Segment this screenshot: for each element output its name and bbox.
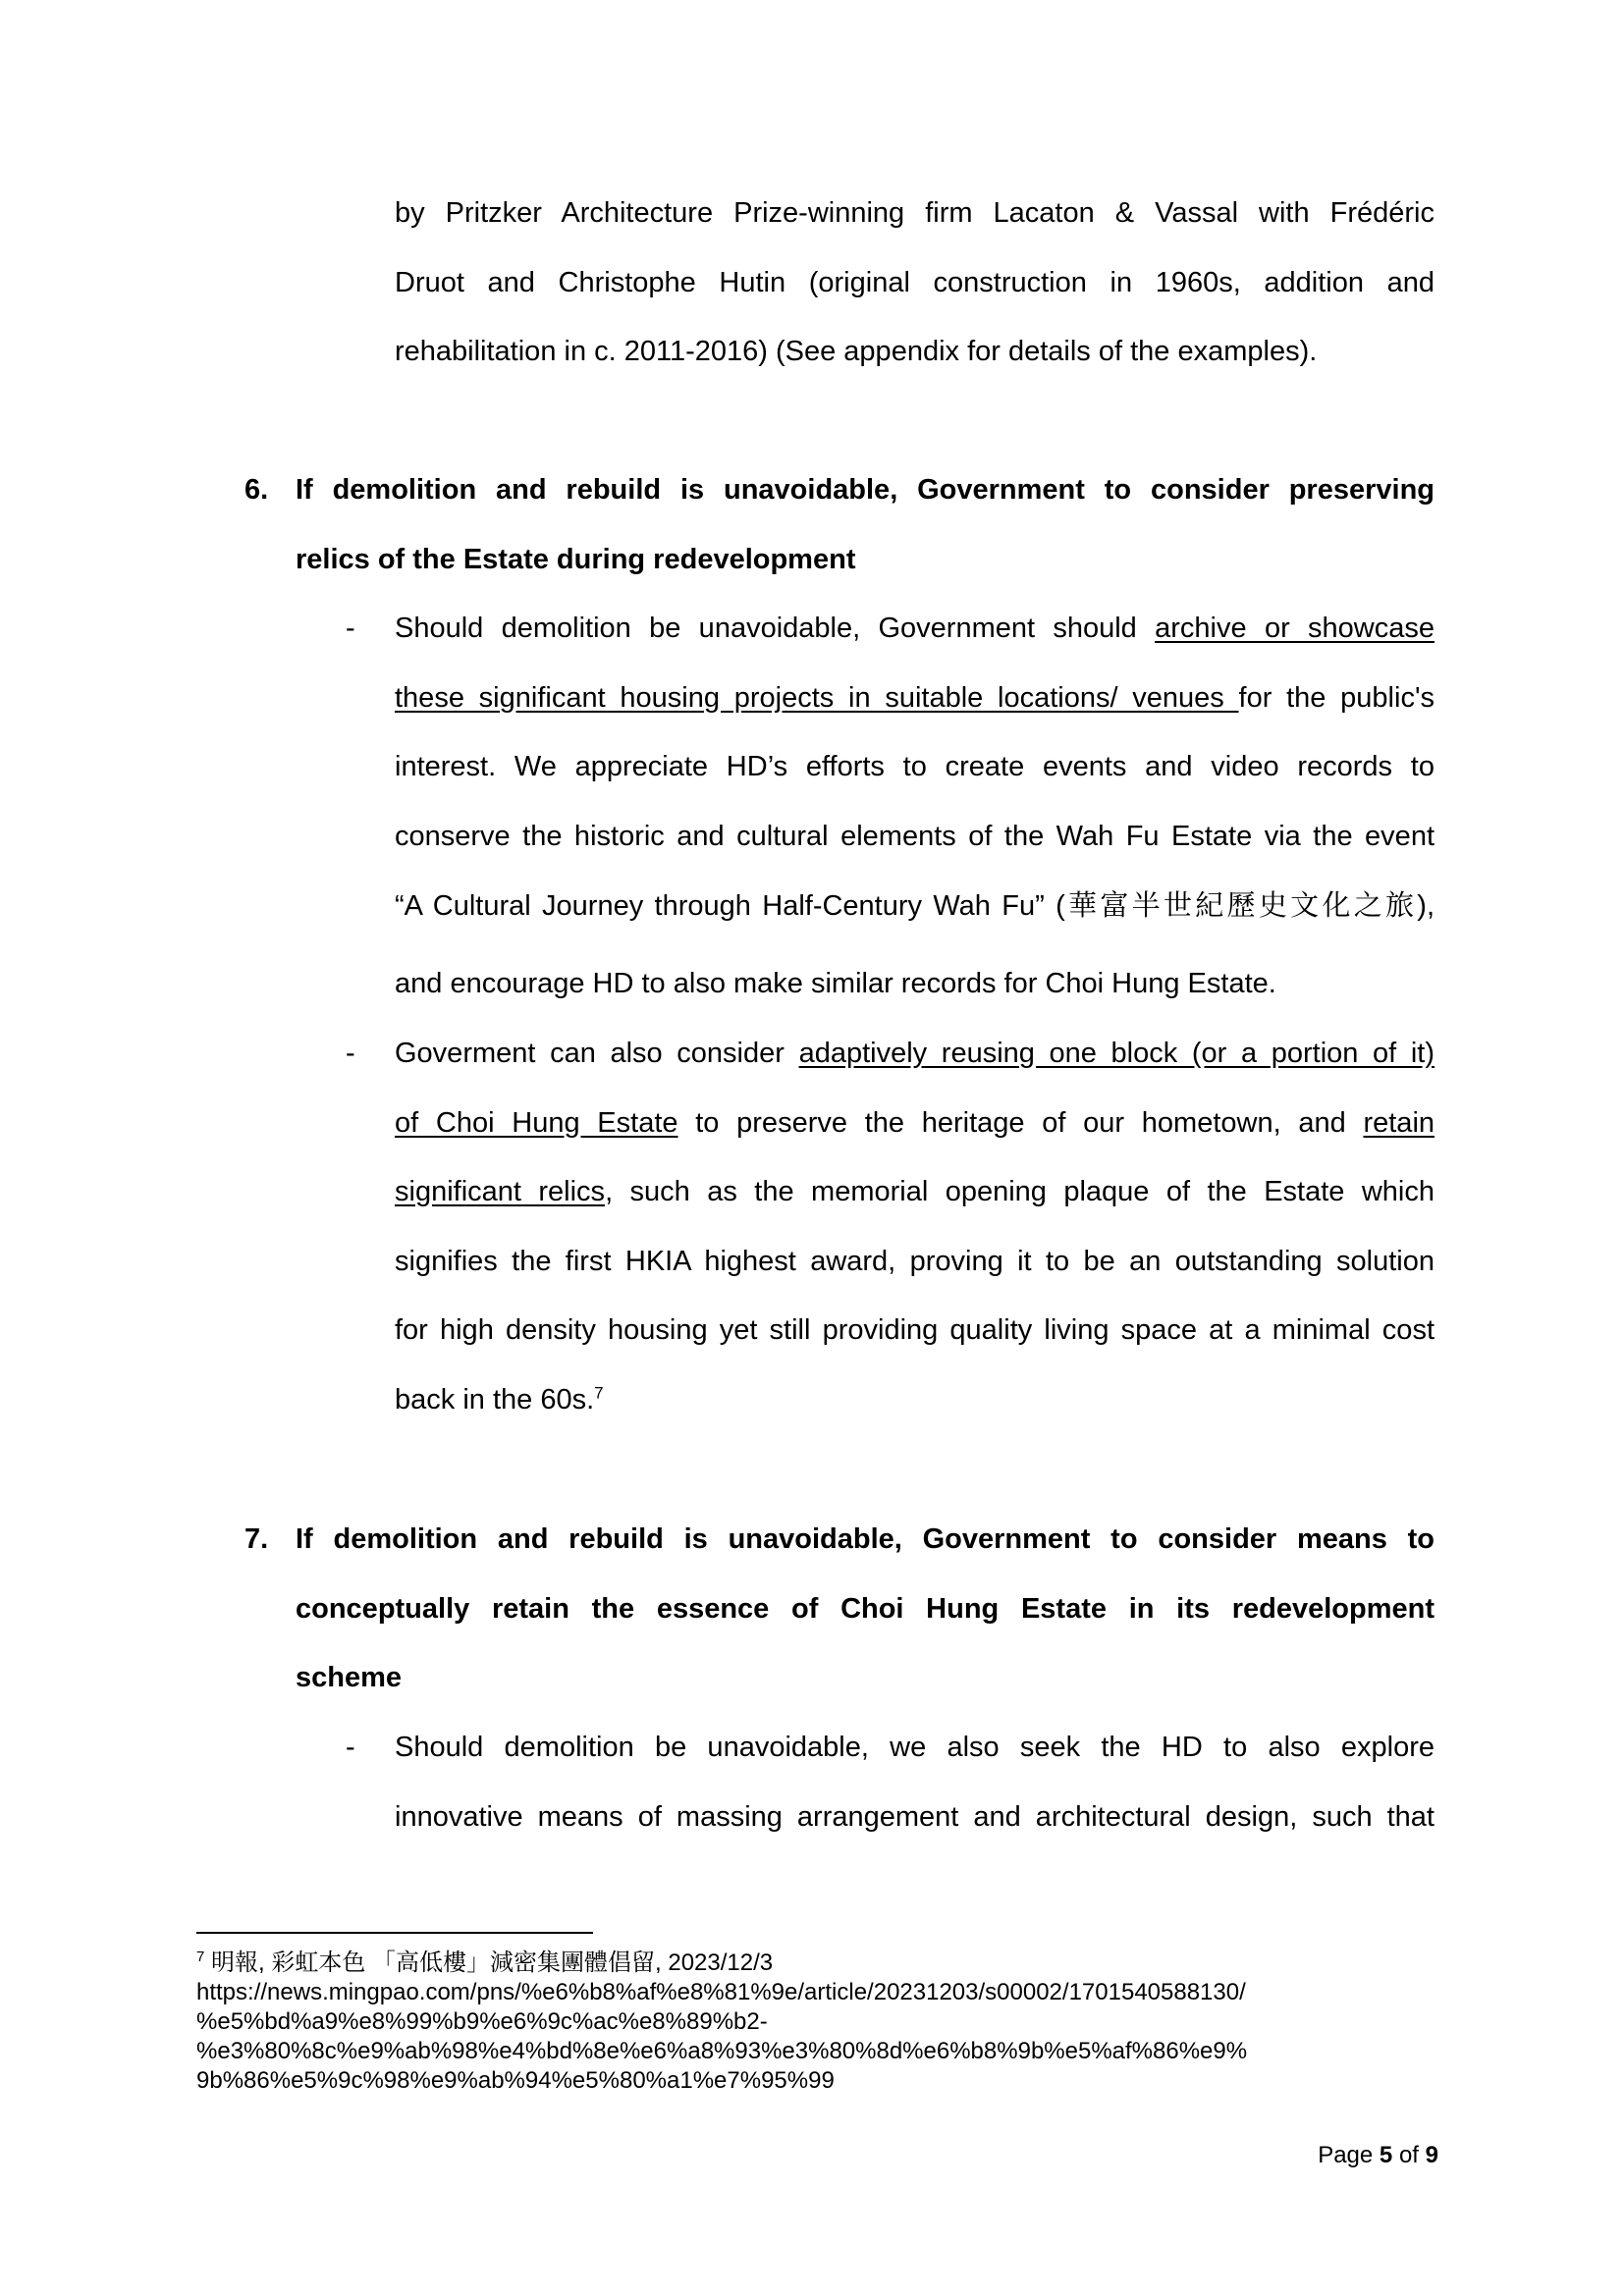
section-6-number: 6.: [244, 474, 269, 506]
adaptive-reuse-underline: adaptively reusing one block (or a portion of it): [798, 1038, 1435, 1069]
footnote-url-line-4[interactable]: 9b%86%e5%9c%98%e9%ab%94%e5%80%a1%e7%95%99: [196, 2067, 835, 2094]
footnote-url-line-2[interactable]: %e5%bd%a9%e8%99%b9%e6%9c%ac%e8%89%b2-: [196, 2008, 768, 2035]
section-6-bullet-1-line-2: these significant housing projects in suitable locations/ venues for the public's: [395, 682, 1435, 714]
page-current: 5: [1379, 2142, 1393, 2168]
intro-line-2: Druot and Christophe Hutin (original construction in 1960s, addition and: [395, 267, 1435, 298]
section-6-bullet-1-line-3: interest. We appreciate HD’s efforts to create events and video records to: [395, 751, 1435, 782]
section-6-bullet-1-line-4: conserve the historic and cultural elements of the Wah Fu Estate via the event: [395, 821, 1435, 852]
section-7-bullet-1-line-1: Should demolition be unavoidable, we also seek the HD to also explore: [395, 1732, 1435, 1763]
section-6-bullet-1-line-1: Should demolition be unavoidable, Government should archive or showcase: [395, 613, 1435, 644]
significant-relics-underline: significant relics: [395, 1176, 606, 1207]
section-6-bullet-2-line-3: significant relics, such as the memorial opening plaque of the Estate which: [395, 1176, 1435, 1207]
section-6-bullet-2-marker: -: [346, 1038, 355, 1069]
section-6-bullet-2-line-6: back in the 60s.$^7$: [395, 1383, 604, 1415]
footnote-reference: 7: [594, 1383, 604, 1403]
section-6-heading-line-1: If demolition and rebuild is unavoidable, Government to consider preserving: [296, 474, 1435, 506]
section-6-bullet-1-marker: -: [346, 613, 355, 644]
section-6-bullet-2-line-2: of Choi Hung Estate to preserve the heritage of our hometown, and retain: [395, 1107, 1435, 1139]
section-6-heading-line-2: relics of the Estate during redevelopment: [296, 544, 856, 575]
footnote-url-line-3[interactable]: %e3%80%8c%e9%ab%98%e4%bd%8e%e6%a8%93%e3%80%8d%e6%b8%9b%e5%af%86%e9%: [196, 2038, 1248, 2064]
archive-showcase-underline: archive or showcase: [1155, 613, 1435, 644]
section-7-bullet-1-line-2: innovative means of massing arrangement and architectural design, such that: [395, 1801, 1435, 1833]
section-6-bullet-1-line-6: and encourage HD to also make similar records for Choi Hung Estate.: [395, 968, 1276, 999]
page-total: 9: [1425, 2142, 1438, 2168]
section-7-heading-line-1: If demolition and rebuild is unavoidable, Government to consider means to: [296, 1523, 1435, 1555]
section-7-heading-line-3: scheme: [296, 1662, 403, 1693]
section-6-bullet-2-line-4: signifies the first HKIA highest award, proving it to be an outstanding solution: [395, 1246, 1435, 1277]
footnote-separator: [196, 1932, 593, 1934]
retain-underline: retain: [1363, 1107, 1435, 1139]
section-7-bullet-1-marker: -: [346, 1732, 355, 1763]
footnote-url-line-1[interactable]: https://news.mingpao.com/pns/%e6%b8%af%e8%81%9e/article/20231203/s00002/1701540588130/: [196, 1979, 1246, 2005]
section-6-bullet-1-line-5: “A Cultural Journey through Half-Century Wah Fu” (華富半世紀歷史文化之旅),: [395, 890, 1435, 922]
section-6-bullet-2-line-5: for high density housing yet still providing quality living space at a minimal cost: [395, 1314, 1435, 1346]
housing-projects-underline: these significant housing projects in suitable locations/ venues: [395, 682, 1239, 714]
section-7-number: 7.: [244, 1523, 269, 1555]
page-number: Page 5 of 9: [1318, 2142, 1438, 2168]
footnote-line-1: $^7$ 明報, 彩虹本色 「高低樓」減密集團體倡留, 2023/12/3: [196, 1949, 774, 1976]
footnote-number: 7: [196, 1949, 205, 1965]
section-7-heading-line-2: conceptually retain the essence of Choi Hung Estate in its redevelopment: [296, 1593, 1435, 1625]
intro-line-1: by Pritzker Architecture Prize-winning firm Lacaton & Vassal with Frédéric: [395, 197, 1435, 229]
section-6-bullet-2-line-1: Goverment can also consider adaptively reusing one block (or a portion of it): [395, 1038, 1435, 1069]
choi-hung-underline: of Choi Hung Estate: [395, 1107, 678, 1139]
intro-line-3: rehabilitation in c. 2011-2016) (See appendix for details of the examples).: [395, 336, 1318, 367]
